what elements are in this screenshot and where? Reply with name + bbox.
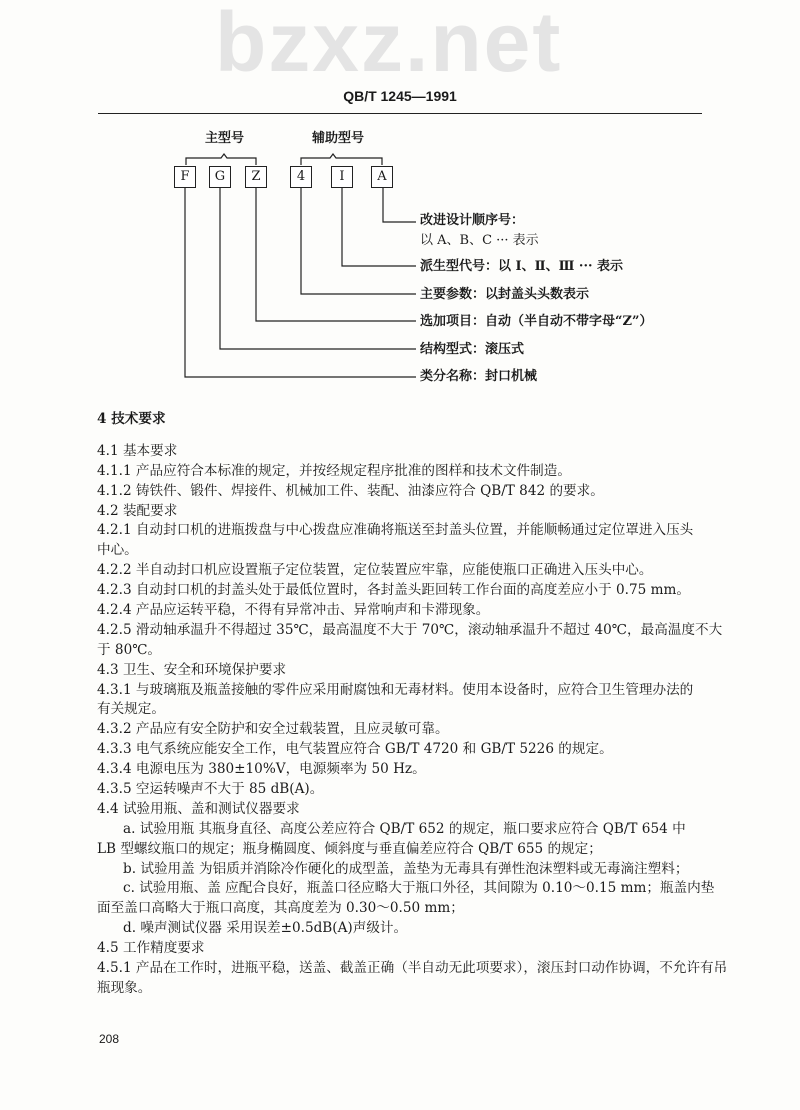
text-line: 4.1.2 铸铁件、锻件、焊接件、机械加工件、装配、油漆应符合 QB/T 842 的要求。 bbox=[97, 482, 604, 499]
text-line: 4.2.1 自动封口机的进瓶拨盘与中心拨盘应准确将瓶送至封盖头位置，并能顺畅通过定位罩进入压头 bbox=[97, 522, 694, 539]
label-derivative: 派生型代号：以 Ⅰ、Ⅱ、Ⅲ ··· 表示 bbox=[420, 259, 624, 274]
text-line: 瓶现象。 bbox=[97, 979, 152, 996]
model-code-diagram bbox=[0, 0, 800, 400]
requirement-lines bbox=[97, 442, 728, 999]
connector-i bbox=[342, 188, 416, 266]
page-number: 208 bbox=[99, 1032, 120, 1046]
code-box-f: F bbox=[174, 166, 196, 188]
section-heading: 4 技术要求 bbox=[97, 411, 166, 427]
text-line: LB 型螺纹瓶口的规定；瓶身椭圆度、倾斜度与垂直偏差应符合 QB/T 655 的规定； bbox=[97, 840, 602, 857]
text-line: 4.1 基本要求 bbox=[97, 442, 178, 459]
connector-z bbox=[256, 188, 416, 321]
text-line: d. 噪声测试仪器 采用误差±0.5dB(A)声级计。 bbox=[123, 920, 408, 937]
text-line: 4.5.1 产品在工作时，进瓶平稳，送盖、截盖正确（半自动无此项要求），滚压封口动作协调，不允许有吊 bbox=[97, 960, 728, 977]
text-line: 4.2.4 产品应运转平稳，不得有异常冲击、异常响声和卡滞现象。 bbox=[97, 602, 490, 619]
main-brace bbox=[186, 154, 256, 165]
text-line: 面至盖口高略大于瓶口高度，其高度差为 0.30～0.50 mm； bbox=[97, 900, 464, 917]
text-line: c. 试验用瓶、盖 应配合良好，瓶盖口径应略大于瓶口外径，其间隙为 0.10～0.15 mm；瓶盖内垫 bbox=[123, 880, 715, 897]
label-structure: 结构型式：滚压式 bbox=[420, 342, 525, 357]
text-line: 4.5 工作精度要求 bbox=[97, 940, 205, 957]
text-line: 有关规定。 bbox=[97, 701, 165, 718]
text-line: a. 试验用瓶 其瓶身直径、高度公差应符合 QB/T 652 的规定，瓶口要求应符合 QB/T 654 中 bbox=[123, 820, 686, 837]
text-line: 4.3.3 电气系统应能安全工作，电气装置应符合 GB/T 4720 和 GB/T 5226 的规定。 bbox=[97, 741, 613, 758]
text-line: 中心。 bbox=[97, 542, 138, 559]
connector-a bbox=[383, 188, 416, 222]
watermark: bzxz.net bbox=[215, 0, 563, 89]
text-line: 4.3.2 产品应有安全防护和安全过载装置，且应灵敏可靠。 bbox=[97, 721, 449, 738]
text-line: b. 试验用盖 为铝质并消除冷作硬化的成型盖，盖垫为无毒具有弹性泡沫塑料或无毒滴注塑料； bbox=[123, 860, 689, 877]
text-line: 4.2.3 自动封口机的封盖头处于最低位置时，各封盖头距回转工作台面的高度差应小于 0.75 mm。 bbox=[97, 582, 690, 599]
code-box-i: I bbox=[331, 166, 353, 188]
code-box-a: A bbox=[371, 166, 393, 188]
text-line: 4.3.5 空运转噪声不大于 85 dB(A)。 bbox=[97, 781, 324, 798]
label-category: 类分名称：封口机械 bbox=[420, 369, 538, 384]
text-line: 4.3 卫生、安全和环境保护要求 bbox=[97, 661, 287, 678]
connector-4 bbox=[301, 188, 416, 294]
label-option: 选加项目：自动（半自动不带字母“Z”） bbox=[420, 314, 653, 329]
text-line: 4.3.4 电源电压为 380±10%V，电源频率为 50 Hz。 bbox=[97, 761, 426, 778]
label-main-param: 主要参数：以封盖头头数表示 bbox=[420, 287, 590, 302]
connector-g bbox=[220, 188, 416, 349]
text-line: 4.2.5 滑动轴承温升不得超过 35℃，最高温度不大于 70℃，滚动轴承温升不超过 40℃，最高温度不大 bbox=[97, 621, 723, 638]
text-line: 4.2.2 半自动封口机应设置瓶子定位装置，定位装置应牢靠，应能使瓶口正确进入压头中心。 bbox=[97, 562, 653, 579]
text-line: 4.2 装配要求 bbox=[97, 502, 178, 519]
main-model-label: 主型号 bbox=[205, 131, 245, 146]
text-line: 于 80℃。 bbox=[97, 641, 162, 658]
aux-model-label: 辅助型号 bbox=[312, 131, 365, 146]
aux-brace bbox=[301, 154, 382, 165]
document-header: QB/T 1245—1991 bbox=[343, 88, 457, 104]
technical-requirements bbox=[97, 410, 728, 999]
label-revision: 改进设计顺序号： bbox=[420, 213, 525, 228]
code-box-z: Z bbox=[245, 166, 267, 188]
text-line: 4.3.1 与玻璃瓶及瓶盖接触的零件应采用耐腐蚀和无毒材料。使用本设备时，应符合卫生管理办法的 bbox=[97, 681, 694, 698]
text-line: 4.1.1 产品应符合本标准的规定，并按经规定程序批准的图样和技术文件制造。 bbox=[97, 462, 571, 479]
text-line: 4.4 试验用瓶、盖和测试仪器要求 bbox=[97, 800, 300, 817]
label-revision-detail: 以 A、B、C ··· 表示 bbox=[420, 233, 539, 248]
code-box-4: 4 bbox=[290, 166, 312, 188]
code-box-g: G bbox=[209, 166, 231, 188]
